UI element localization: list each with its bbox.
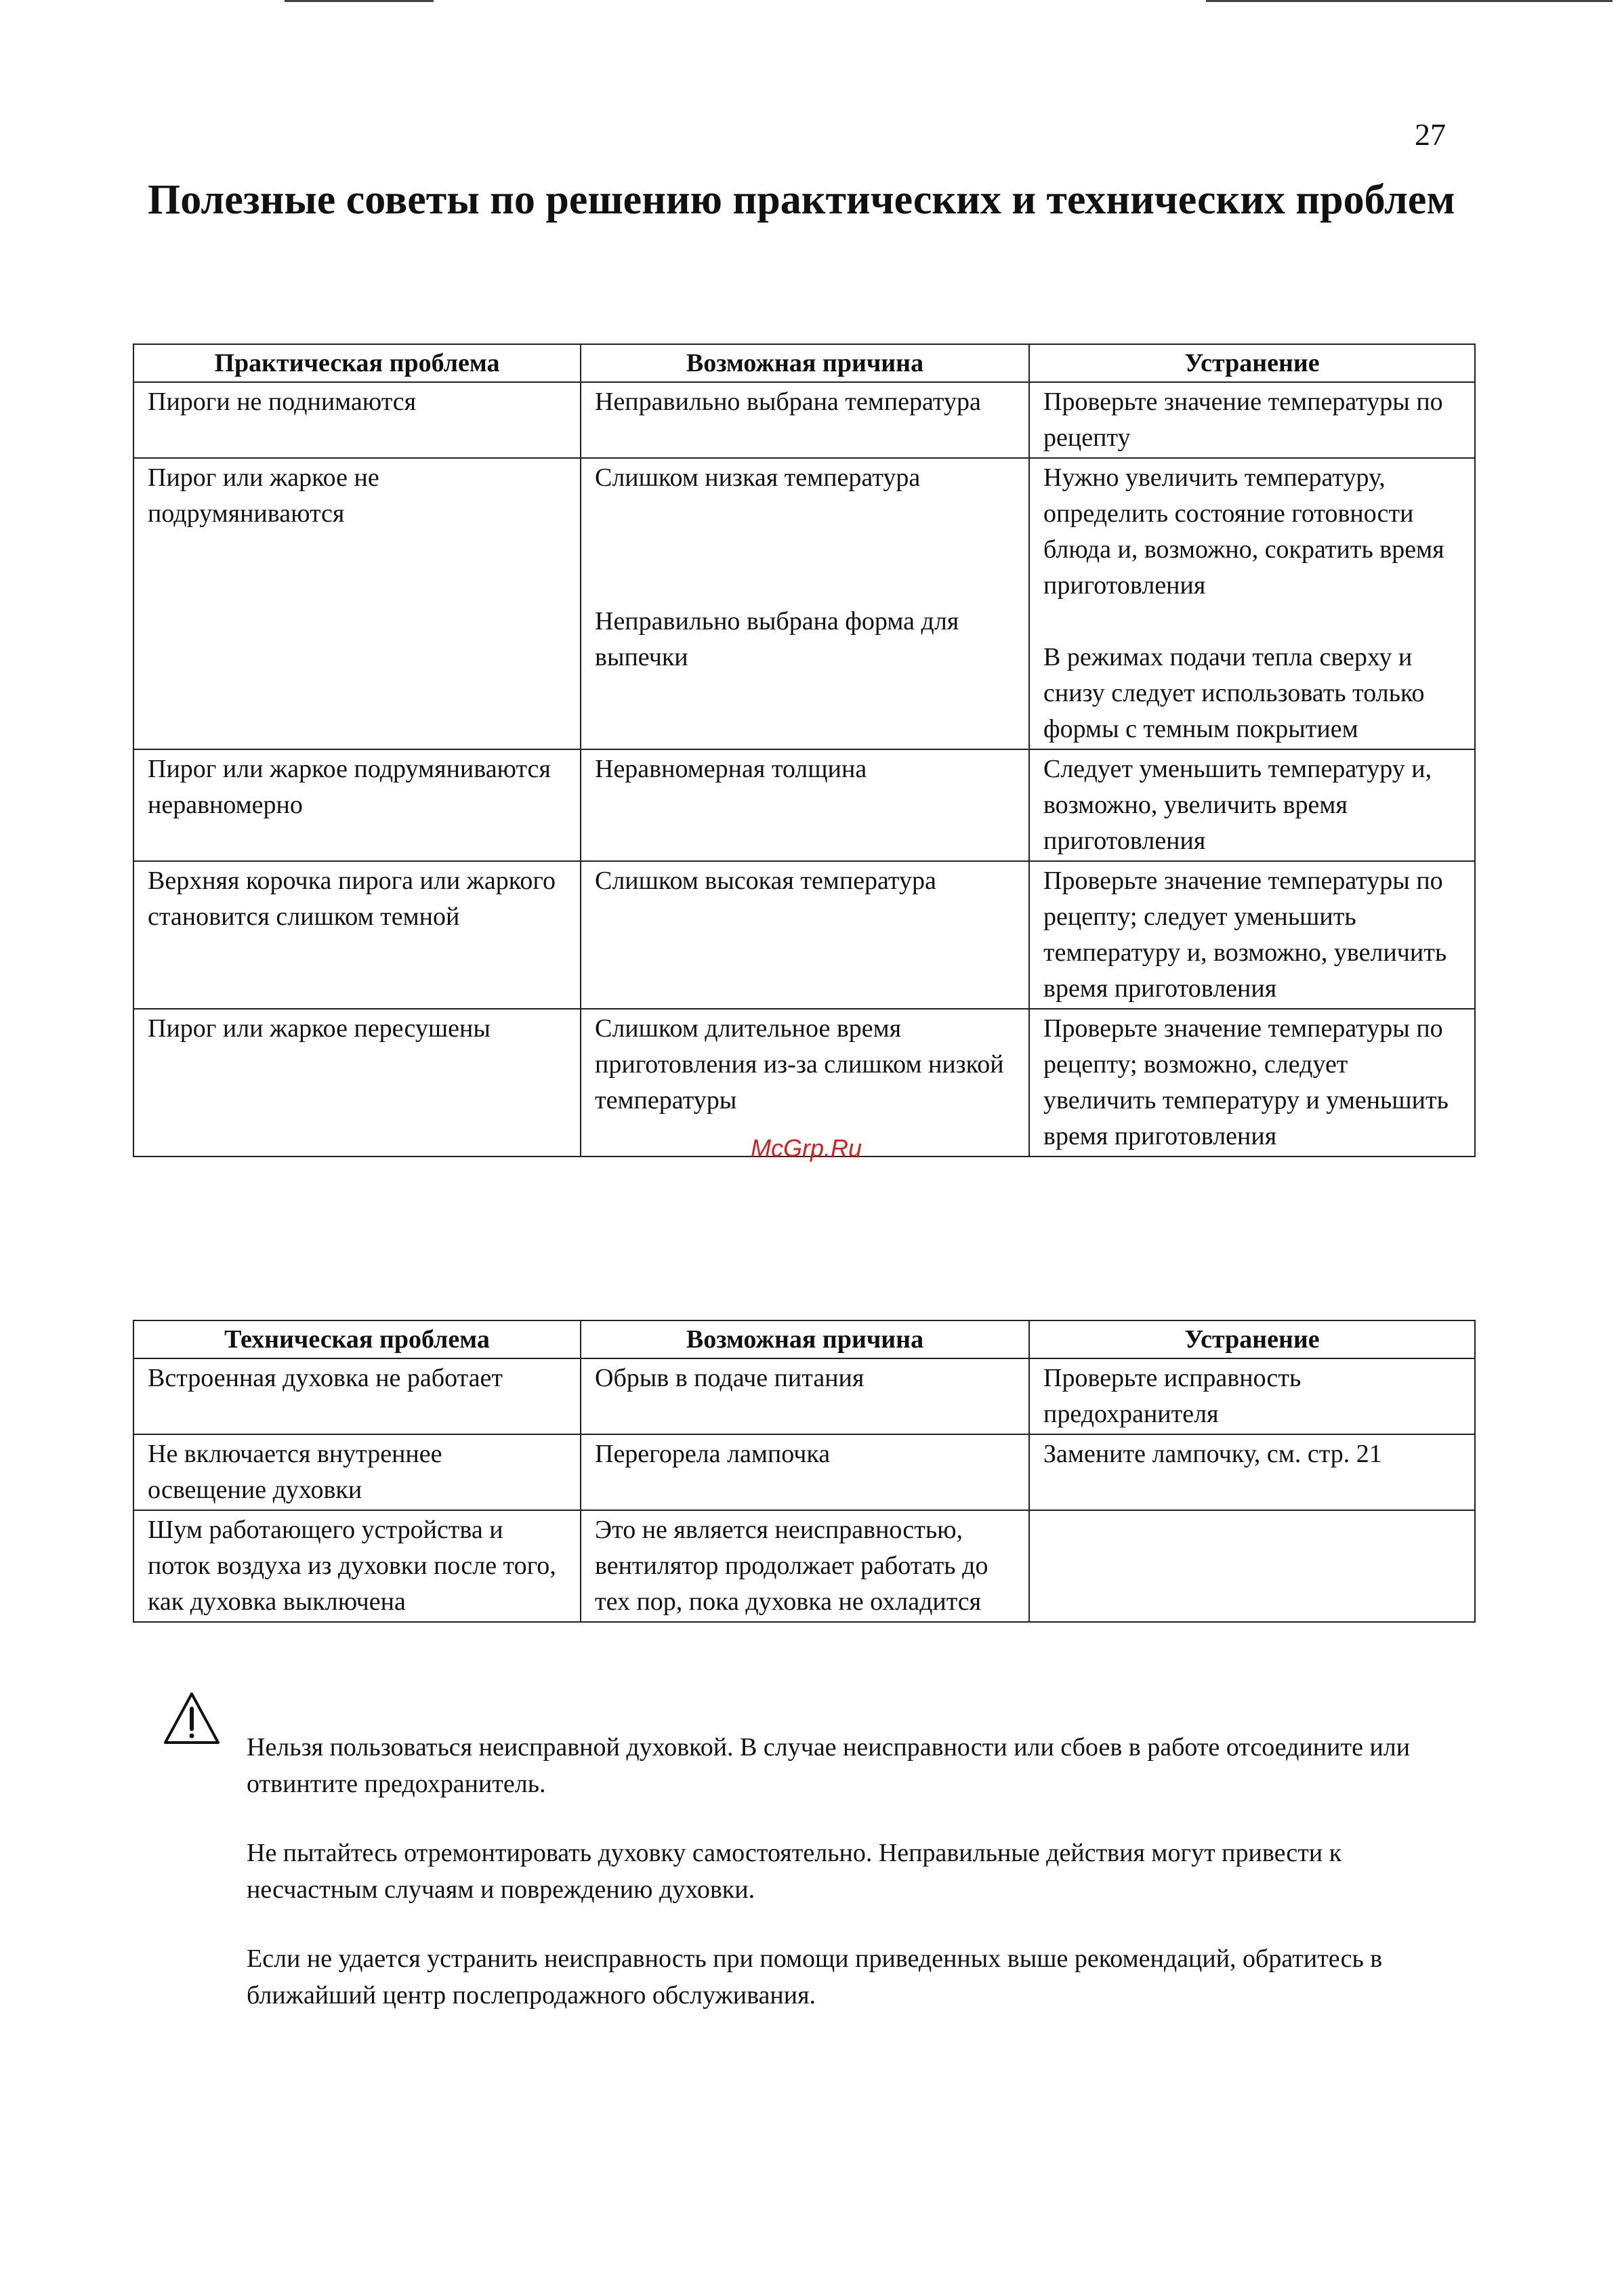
cause-cell: Неравномерная толщина [581,749,1029,861]
page-title: Полезные советы по решению практических и технических проблем [148,177,1455,223]
cause-cell [581,458,1029,749]
fix-cell: Следует уменьшить температуру и, возможно, увеличить время приготовления [1029,749,1475,861]
table-header-row [133,344,1475,382]
practical-problems-table [133,344,1476,1157]
problem-cell: Пирог или жаркое подрумяниваются неравномерно [133,749,581,861]
problem-cell: Верхняя корочка пирога или жаркого становится слишком темной [133,861,581,1009]
column-header: Возможная причина [581,344,1029,382]
problem-cell: Встроенная духовка не работает [133,1358,581,1434]
watermark: McGrp.Ru [751,1134,862,1162]
table-row [133,861,1475,1009]
table-row [133,1510,1475,1622]
fix-cell [1029,458,1475,749]
cause-text: Неправильно выбрана форма для выпечки [595,607,959,671]
problem-cell: Пирог или жаркое пересушены [133,1009,581,1157]
fix-cell: Проверьте значение температуры по рецепту [1029,382,1475,458]
fix-cell [1029,1510,1475,1622]
fix-cell: Замените лампочку, см. стр. 21 [1029,1434,1475,1510]
problem-cell: Не включается внутреннее освещение духовки [133,1434,581,1510]
cause-cell: Слишком высокая температура [581,861,1029,1009]
fix-cell: Проверьте значение температуры по рецепту; возможно, следует увеличить температуру и уменьшить время приготовления [1029,1009,1475,1157]
cause-cell: Перегорела лампочка [581,1434,1029,1510]
table-row [133,1434,1475,1510]
column-header: Возможная причина [581,1320,1029,1358]
problem-cell: Пироги не поднимаются [133,382,581,458]
fix-cell: Проверьте значение температуры по рецепту; следует уменьшить температуру и, возможно, увеличить время приготовления [1029,861,1475,1009]
fix-text: Нужно увеличить температуру, определить состояние готовности блюда и, возможно, сократить время приготовления [1043,463,1444,600]
table-row [133,1358,1475,1434]
technical-problems-table [133,1320,1476,1623]
scan-edge-line [1206,0,1612,2]
cause-cell: Слишком длительное время приготовления из-за слишком низкой температуры [581,1009,1029,1157]
table-row [133,458,1475,749]
problem-cell: Шум работающего устройства и поток воздуха из духовки после того, как духовка выключена [133,1510,581,1622]
cause-cell: Неправильно выбрана температура [581,382,1029,458]
scan-edge-line [285,0,434,2]
warning-paragraph: Нельзя пользоваться неисправной духовкой. В случае неисправности или сбоев в работе отсоедините или отвинтите предохранитель. [247,1733,1411,1798]
table-row [133,749,1475,861]
table-header-row [133,1320,1475,1358]
fix-cell: Проверьте исправность предохранителя [1029,1358,1475,1434]
warning-triangle-icon [163,1691,221,1745]
page-number: 27 [1415,117,1446,152]
column-header: Практическая проблема [133,344,581,382]
column-header: Устранение [1029,1320,1475,1358]
warning-paragraph: Не пытайтесь отремонтировать духовку самостоятельно. Неправильные действия могут привести к несчастным случаям и повреждению духовки. [247,1839,1342,1904]
cause-text: Слишком низкая температура [595,463,921,492]
column-header: Техническая проблема [133,1320,581,1358]
cause-cell: Это не является неисправностью, вентилятор продолжает работать до тех пор, пока духовка не охладится [581,1510,1029,1622]
cause-cell: Обрыв в подаче питания [581,1358,1029,1434]
problem-cell: Пирог или жаркое не подрумяниваются [133,458,581,749]
fix-text: В режимах подачи тепла сверху и снизу следует использовать только формы с темным покрытием [1043,643,1425,743]
column-header: Устранение [1029,344,1475,382]
warning-paragraph: Если не удается устранить неисправность при помощи приведенных выше рекомендаций, обратитесь в ближайший центр послепродажного обслуживания. [247,1944,1383,2010]
table-row [133,382,1475,458]
